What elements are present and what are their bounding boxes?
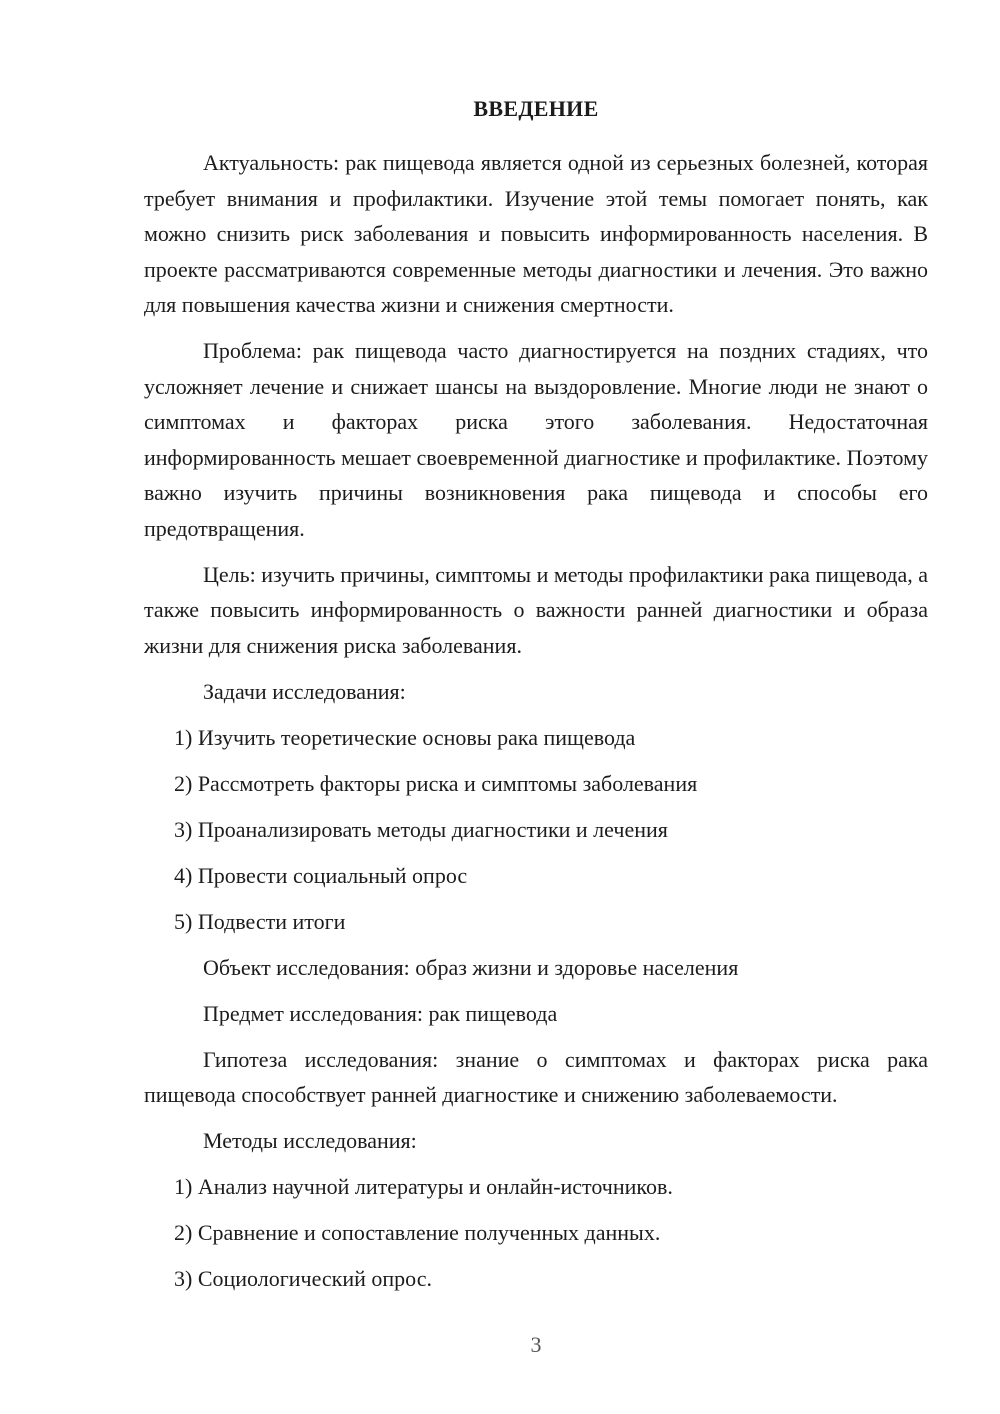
tasks-heading: Задачи исследования: <box>203 678 406 704</box>
methods-heading: Методы исследования: <box>203 1128 417 1153</box>
list-item: 2) Сравнение и сопоставление полученных данных. <box>174 1220 661 1245</box>
list-item: 2) Рассмотреть факторы риска и симптомы заболевания <box>174 770 698 796</box>
methods-list <box>144 1169 928 1297</box>
object-paragraph: Объект исследования: образ жизни и здоровье населения <box>203 954 739 980</box>
page-number: 3 <box>530 1332 542 1357</box>
list-item: 4) Провести социальный опрос <box>174 862 468 888</box>
list-item: 3) Социологический опрос. <box>174 1266 432 1291</box>
hypothesis-paragraph: Гипотеза исследования: знание о симптомах и факторах риска рака пищевода способствует ранней диагностике и снижению заболеваемости. <box>144 1046 928 1107</box>
subject-paragraph: Предмет исследования: рак пищевода <box>203 1000 558 1026</box>
tasks-list <box>144 720 928 940</box>
list-item: 3) Проанализировать методы диагностики и лечения <box>174 816 668 842</box>
page-body <box>144 145 928 1307</box>
page-title: ВВЕДЕНИЕ <box>473 96 599 121</box>
goal-paragraph: Цель: изучить причины, симптомы и методы профилактики рака пищевода, а также повысить информированность о важности ранней диагностики и образа жизни для снижения риска заболевания. <box>144 561 928 658</box>
problem-paragraph: Проблема: рак пищевода часто диагностируется на поздних стадиях, что усложняет лечение и снижает шансы на выздоровление. Многие люди не знают о симптомах и факторах риска этого заболевания. Недостаточная информированность мешает своевременной диагностике и профилактике. Поэтому важно изучить причины возникновения рака пищевода и способы его предотвращения. <box>144 338 928 541</box>
list-item: 1) Изучить теоретические основы рака пищевода <box>174 724 636 750</box>
list-item: 5) Подвести итоги <box>174 908 346 934</box>
relevance-paragraph: Актуальность: рак пищевода является одной из серьезных болезней, которая требует внимания и профилактики. Изучение этой темы помогает понять, как можно снизить риск заболевания и повысить информированность населения. В проекте рассматриваются современные методы диагностики и лечения. Это важно для повышения качества жизни и снижения смертности. <box>144 150 928 317</box>
list-item: 1) Анализ научной литературы и онлайн-источников. <box>174 1174 673 1199</box>
